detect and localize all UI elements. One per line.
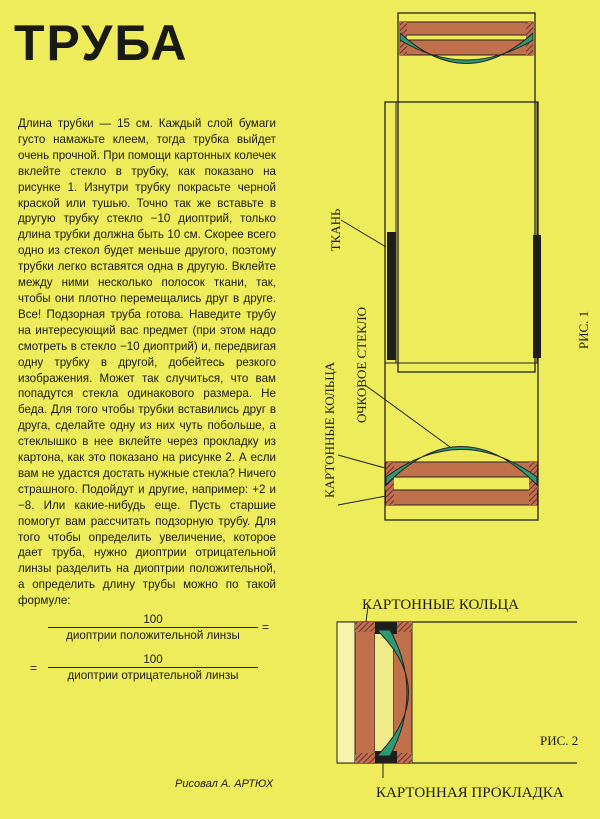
numerator: 100 [143,613,163,627]
article-body: Длина трубки — 15 см. Каждый слой бумаги густо намажьте клеем, тогда трубка выйдет очень прочной. При помощи картонных колечек вклейте стекло в трубку, как показано на рисунке 1. Изнутри трубку покрасьте черной краской или тушью. Точно так же вставьте в другую трубку стекло −10 диоптрий, только длина трубки должна быть 10 см. Скорее всего одно из стекол будет меньше другого, поэтому трубки легко вставятся одна в другую. Вклейте между ними несколько полосок ткани, так, чтобы они плотно перемещались друг в друге. Все! Подзорная труба готова. Наведите трубу на интересующий вас предмет (при этом надо смотреть в стекло −10 диоптрий) и, передвигая одну трубку в другой, добейтесь резкого изображения. Может так случиться, что вам попадутся стекла одинакового размера. Не беда. Для того чтобы трубки вставились друг в друга, сделайте одну из них чуть побольше, а стеклышко в нее вклейте через прокладку из картона, как это показано на рисунке 2. А если вам не удастся достать нужные стекла? Ничего страшного. Подойдут и другие, например: +2 и −8. Или какие-нибудь еще. Пусть старшие помогут вам рассчитать подзорную трубу. Для того чтобы определить увеличение, которое дает труба, нужно диоптрии отрицательной линзы разделить на диоптрии положительной, а определить длину трубы можно по такой формуле: [18,117,276,608]
cardboard-ring [400,40,533,55]
outer-tube [385,102,538,520]
equals-sign: = [262,620,270,635]
illustrator-credit: Рисовал А. АРТЮХ [175,778,274,790]
equals-sign: = [30,661,38,676]
cardboard-ring [386,490,537,505]
figure-1-caption: РИС. 1 [576,310,591,350]
figure-2-caption: РИС. 2 [540,733,579,748]
label-rings: КАРТОННЫЕ КОЛЬЦА [322,361,337,499]
bottom-lens-assembly [386,447,537,506]
label-glass: ОЧКОВОЕ СТЕКЛО [354,307,369,423]
denominator: диоптрии отрицательной линзы [48,667,258,683]
label-rings: КАРТОННЫЕ КОЛЬЦА [362,597,519,613]
cardboard-ring [355,622,375,763]
fabric-strip-right [533,235,541,358]
top-lens-assembly [400,22,533,64]
cardboard-ring [400,22,533,35]
figure-1-telescope [322,13,591,520]
numerator: 100 [143,653,163,667]
fabric-strip-left [387,232,396,360]
tube-wall [337,622,355,763]
inner-tube [398,13,535,372]
label-spacer: КАРТОННАЯ ПРОКЛАДКА [376,785,564,801]
denominator: диоптрии положительной линзы [48,627,258,643]
label-fabric: ТКАНЬ [328,208,343,252]
article-title: ТРУБА [14,15,189,71]
figure-2-spacer-detail [337,597,578,801]
